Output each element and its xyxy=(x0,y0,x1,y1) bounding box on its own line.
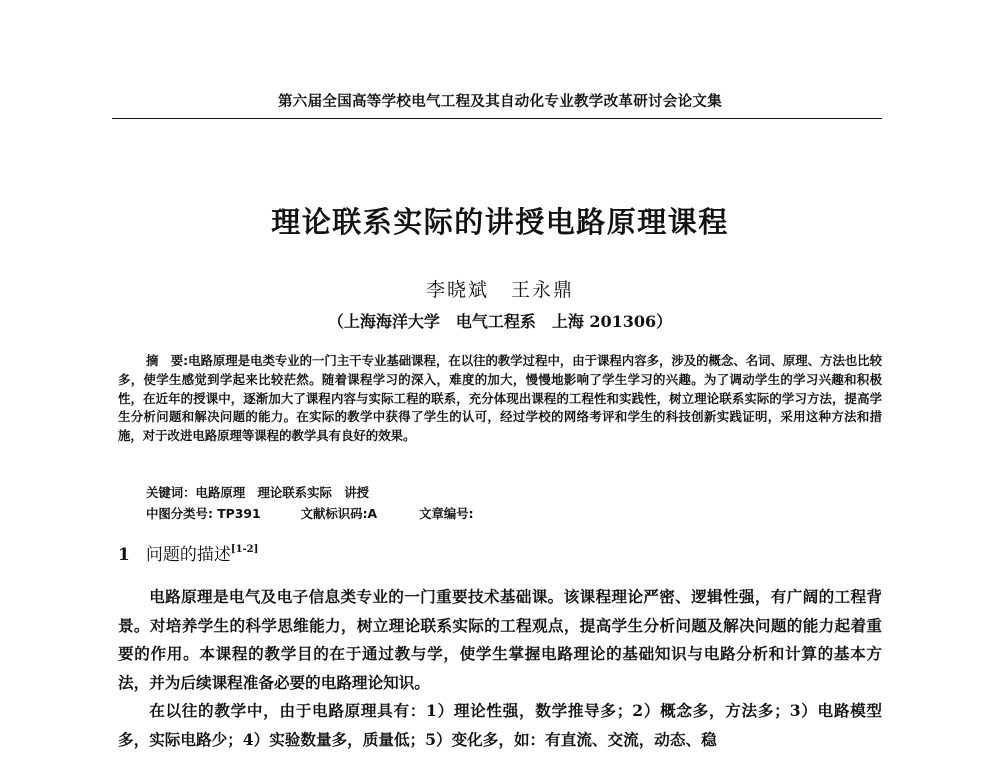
authors xyxy=(0,275,1000,302)
abstract-label: 摘 要: xyxy=(146,353,189,368)
document-code: 文献标识码:A xyxy=(300,506,378,521)
header-rule xyxy=(112,118,882,119)
running-header: 第六届全国高等学校电气工程及其自动化专业教学改革研讨会论文集 xyxy=(278,94,722,110)
keywords: 关键词：电路原理 理论联系实际 讲授 xyxy=(146,485,370,500)
paragraph: 在以往的教学中，由于电路原理具有：1）理论性强，数学推导多；2）概念多，方法多；3）电路模型多，实际电路少；4）实验数量多，质量低；5）变化多，如：有直流、交流，动态、稳 xyxy=(118,701,882,749)
classification-code: 中图分类号: TP391 xyxy=(146,506,261,521)
affiliation: （上海海洋大学 电气工程系 上海 201306） xyxy=(327,312,673,331)
section-title: 问题的描述 xyxy=(145,545,231,565)
section-number: 1 xyxy=(118,545,130,565)
abstract xyxy=(118,352,882,446)
paper-title: 理论联系实际的讲授电路原理课程 xyxy=(271,205,729,239)
author-name: 王永鼎 xyxy=(511,279,575,301)
section-reference: [1-2] xyxy=(230,544,259,555)
paragraph: 电路原理是电气及电子信息类专业的一门重要技术基础课。该课程理论严密、逻辑性强，有广阔的工程背景。对培养学生的科学思维能力，树立理论联系实际的工程观点，提高学生分析问题及解决问题的能力起着重要的作用。本课程的教学目的在于通过教与学，使学生掌握电路理论的基础知识与电路分析和计算的基本方法，并为后续课程准备必要的电路理论知识。 xyxy=(118,587,882,692)
body-text xyxy=(118,583,882,754)
section-heading xyxy=(118,540,258,565)
article-number: 文章编号: xyxy=(419,506,474,521)
abstract-text: 电路原理是电类专业的一门主干专业基础课程，在以往的教学过程中，由于课程内容多，涉及的概念、名词、原理、方法也比较多，使学生感觉到学起来比较茫然。随着课程学习的深入，难度的加大，慢慢地影响了学生学习的兴趣。为了调动学生的学习兴趣和积极性，在近年的授课中，逐渐加大了课程内容与实际工程的联系，充分体现出课程的工程性和实践性，树立理论联系实际的学习方法，提高学生分析问题和解决问题的能力。在实际的教学中获得了学生的认可，经过学校的网络考评和学生的科技创新实践证明，采用这种方法和措施，对于改进电路原理等课程的教学具有良好的效果。 xyxy=(118,353,883,444)
classification-line xyxy=(146,504,474,522)
author-name: 李晓斌 xyxy=(425,279,489,301)
